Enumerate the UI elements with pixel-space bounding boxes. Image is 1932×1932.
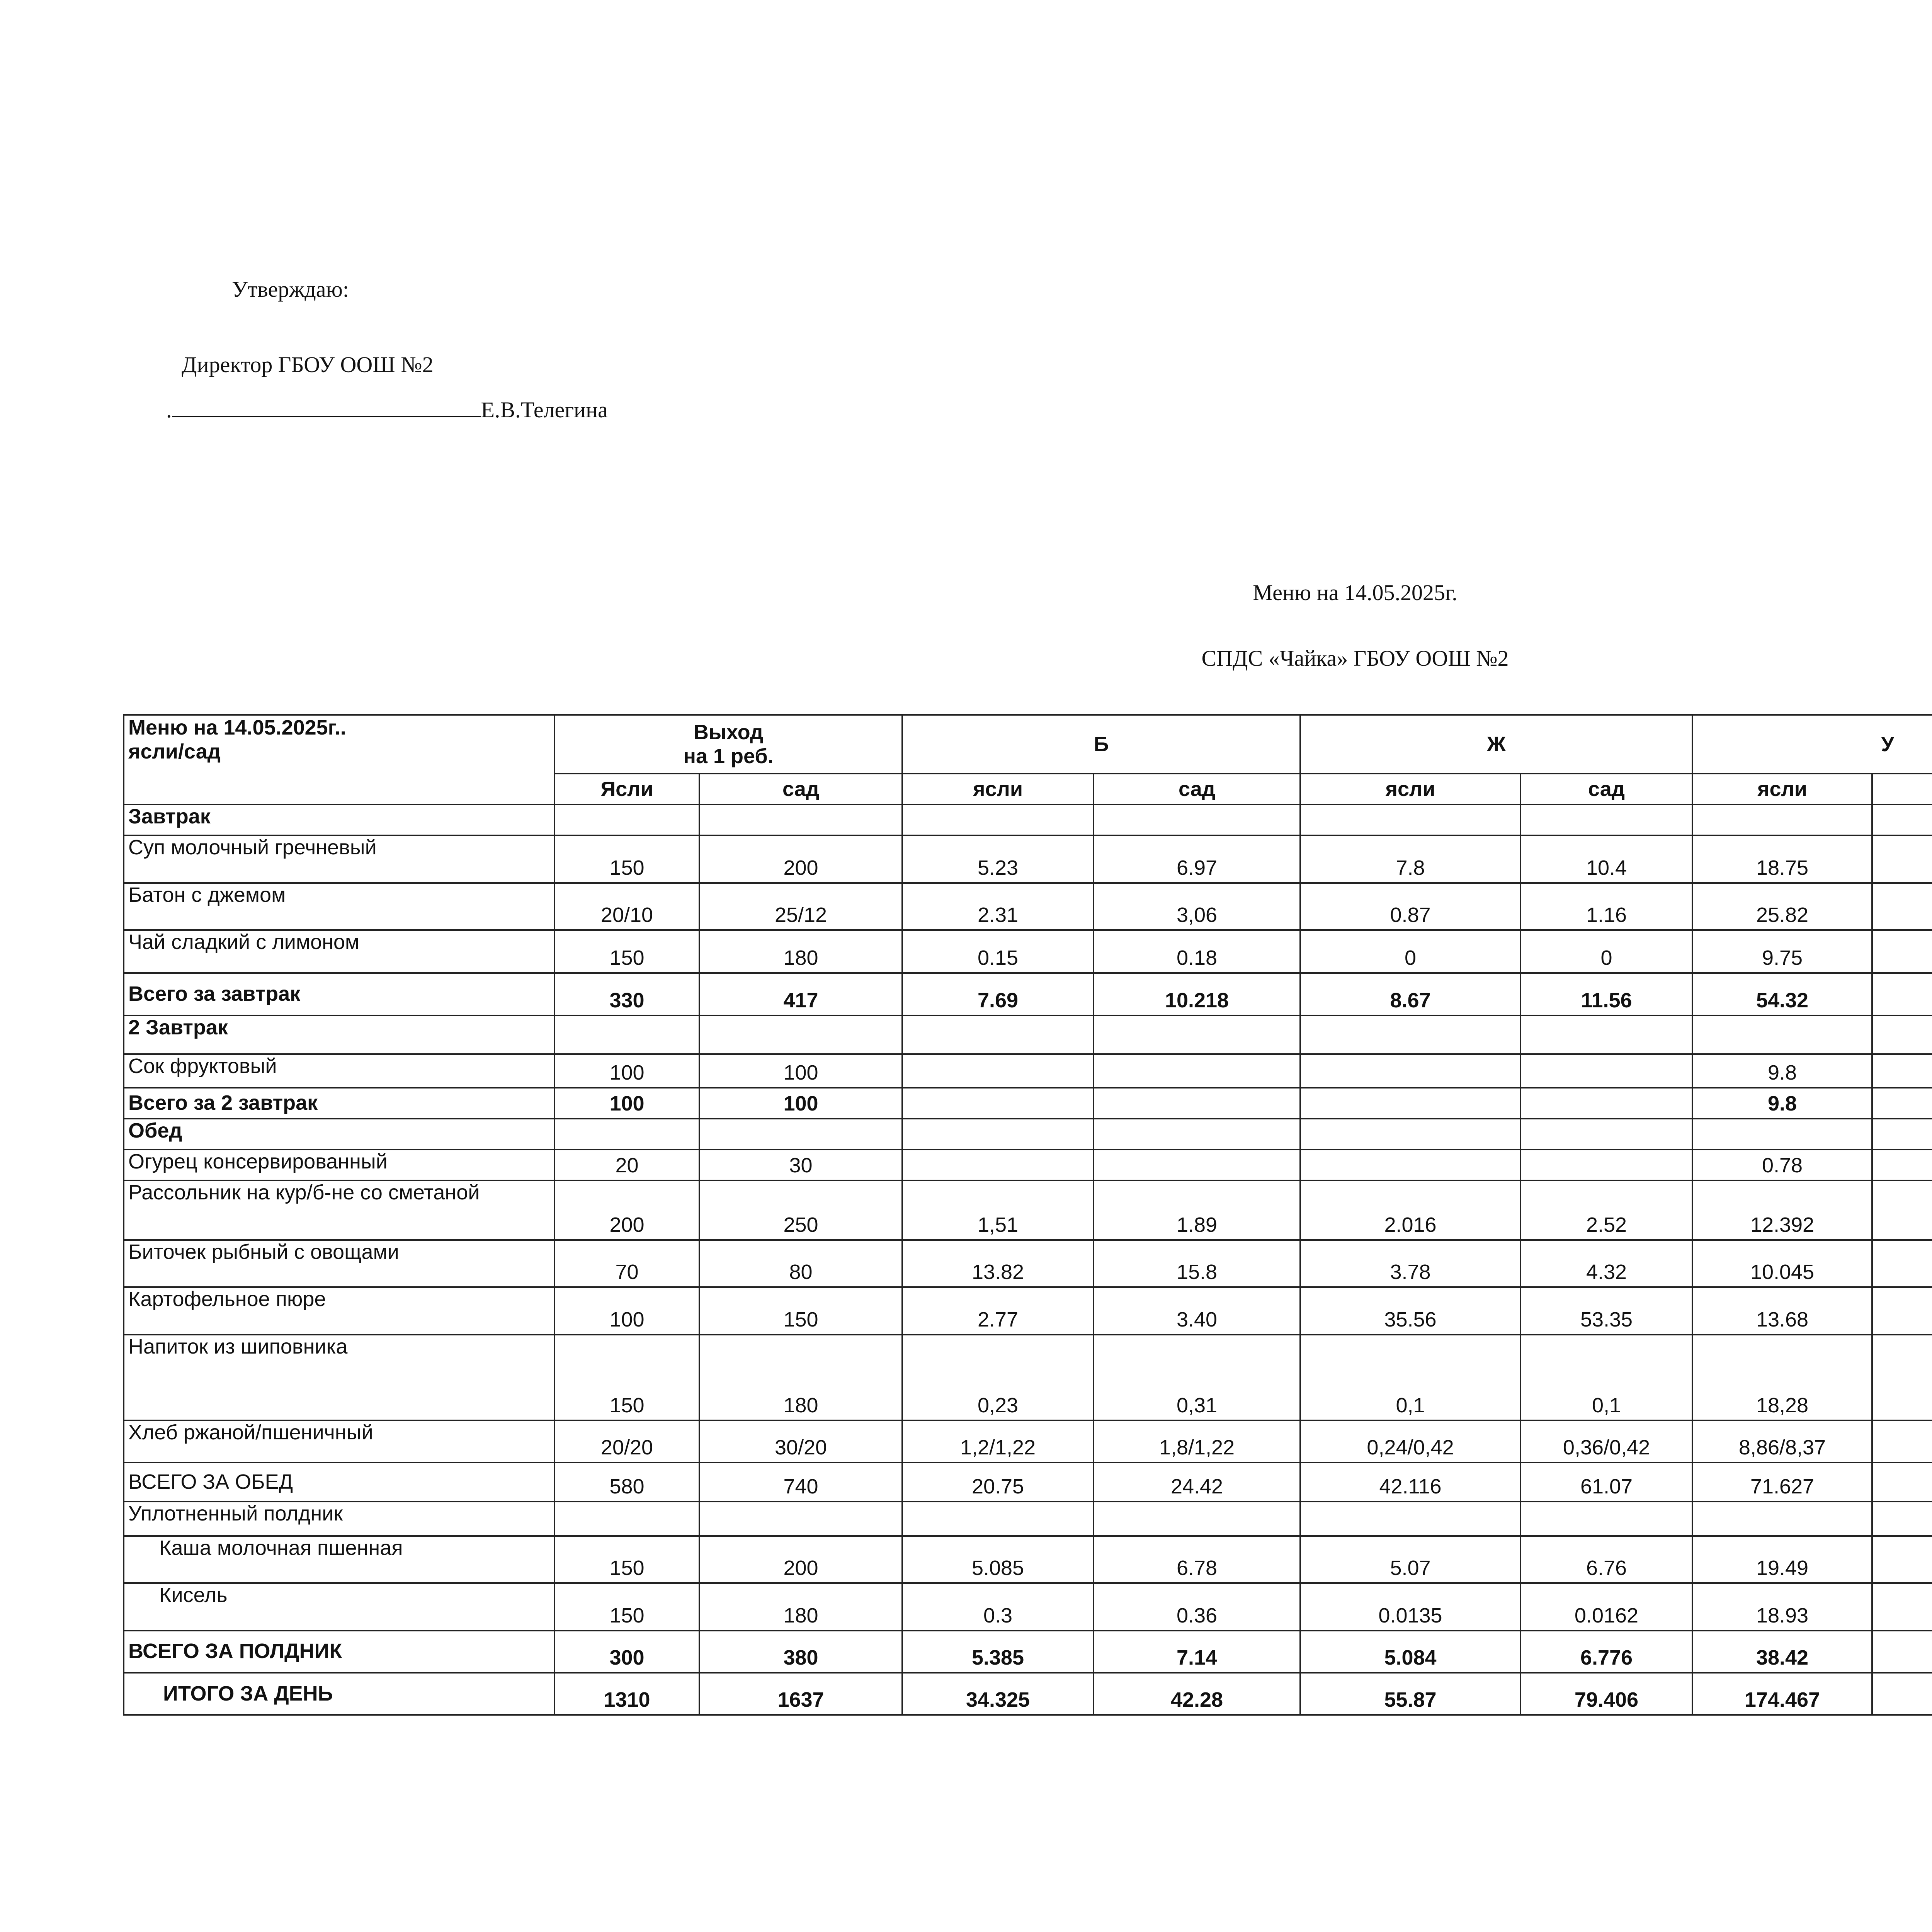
value-cell: 150 (554, 1583, 699, 1630)
value-cell: 13.68 (1692, 1287, 1872, 1334)
section-header-row (124, 1502, 1932, 1536)
value-cell: 42.28 (1094, 1673, 1300, 1715)
value-cell: 8,86/8,37 (1692, 1420, 1872, 1463)
table-row (124, 883, 1932, 930)
value-cell: 100 (554, 1088, 699, 1119)
value-cell: 9.75 (1692, 930, 1872, 973)
value-cell (1872, 1463, 1932, 1501)
signature-blank (172, 398, 481, 417)
value-cell: 10.218 (1094, 973, 1300, 1015)
director-name: Е.В.Телегина (481, 397, 608, 422)
value-cell: 5.23 (902, 835, 1094, 883)
value-cell (1872, 1673, 1932, 1715)
value-cell (699, 1119, 902, 1150)
value-cell: 25.82 (1692, 883, 1872, 930)
value-cell (1872, 1536, 1932, 1583)
value-cell: 2.31 (902, 883, 1094, 930)
institution-title: СПДС «Чайка» ГБОУ ООШ №2 (1201, 646, 1509, 671)
value-cell: 79.406 (1520, 1673, 1692, 1715)
menu-table (123, 714, 1932, 1716)
value-cell: 55.87 (1300, 1673, 1520, 1715)
value-cell (554, 1015, 699, 1054)
value-cell: 6.78 (1094, 1536, 1300, 1583)
table-row (124, 1583, 1932, 1630)
dish-name-cell: Кисель (124, 1583, 554, 1630)
value-cell: 34.325 (902, 1673, 1094, 1715)
value-cell (1872, 1119, 1932, 1150)
value-cell: 0,1 (1300, 1335, 1520, 1421)
value-cell: 1.89 (1094, 1180, 1300, 1240)
total-row (124, 1631, 1932, 1673)
value-cell (1520, 804, 1692, 835)
value-cell: 740 (699, 1463, 902, 1501)
value-cell: 7.14 (1094, 1631, 1300, 1673)
official-stamp-icon (1928, 182, 1932, 529)
value-cell (1872, 1631, 1932, 1673)
value-cell: 35.56 (1300, 1287, 1520, 1334)
value-cell: 417 (699, 973, 902, 1015)
value-cell (1300, 1502, 1520, 1536)
value-cell: 1,2/1,22 (902, 1420, 1094, 1463)
value-cell: 0.3 (902, 1583, 1094, 1630)
value-cell (902, 1502, 1094, 1536)
dish-name-cell: Завтрак (124, 804, 554, 835)
value-cell: 150 (699, 1287, 902, 1334)
director-prefix: . (166, 397, 172, 422)
value-cell (1094, 1015, 1300, 1054)
sub-header-cell: сад (699, 774, 902, 804)
value-cell: 180 (699, 1335, 902, 1421)
value-cell (1872, 804, 1932, 835)
value-cell: 0.18 (1094, 930, 1300, 973)
table-row (124, 1054, 1932, 1088)
dish-name-cell: Уплотненный полдник (124, 1502, 554, 1536)
dish-name-cell: Батон с джемом (124, 883, 554, 930)
value-cell (1872, 1180, 1932, 1240)
value-cell: 150 (554, 930, 699, 973)
sub-header-cell: ясли (902, 774, 1094, 804)
value-cell: 53.35 (1520, 1287, 1692, 1334)
value-cell: 0 (1300, 930, 1520, 973)
value-cell (902, 1054, 1094, 1088)
sub-header-cell: ясли (1692, 774, 1872, 804)
value-cell (1094, 1502, 1300, 1536)
value-cell: 100 (554, 1287, 699, 1334)
value-cell: 200 (554, 1180, 699, 1240)
value-cell: 150 (554, 1335, 699, 1421)
value-cell: 150 (554, 835, 699, 883)
value-cell: 0.36 (1094, 1583, 1300, 1630)
value-cell (1872, 1502, 1932, 1536)
value-cell: 380 (699, 1631, 902, 1673)
total-row (124, 1673, 1932, 1715)
value-cell: 42.116 (1300, 1463, 1520, 1501)
value-cell (1872, 973, 1932, 1015)
value-cell (1872, 930, 1932, 973)
dish-name-cell: Обед (124, 1119, 554, 1150)
table-row (124, 1240, 1932, 1287)
value-cell: 1,51 (902, 1180, 1094, 1240)
value-cell (1872, 1240, 1932, 1287)
value-cell: 6.76 (1520, 1536, 1692, 1583)
value-cell (1520, 1119, 1692, 1150)
dish-name-cell: Напиток из шиповника (124, 1335, 554, 1421)
dish-name-cell: Чай сладкий с лимоном (124, 930, 554, 973)
value-cell: 10.4 (1520, 835, 1692, 883)
table-row (124, 1335, 1932, 1421)
value-cell (1094, 1088, 1300, 1119)
value-cell: 1310 (554, 1673, 699, 1715)
dish-name-cell: Хлеб ржаной/пшеничный (124, 1420, 554, 1463)
value-cell: 5.084 (1300, 1631, 1520, 1673)
value-cell: 13.82 (902, 1240, 1094, 1287)
value-cell (1520, 1088, 1692, 1119)
value-cell: 70 (554, 1240, 699, 1287)
value-cell (1520, 1502, 1692, 1536)
value-cell: 2.77 (902, 1287, 1094, 1334)
value-cell (554, 1502, 699, 1536)
value-cell (1094, 1054, 1300, 1088)
value-cell (1094, 804, 1300, 835)
value-cell: 8.67 (1300, 973, 1520, 1015)
value-cell: 11.56 (1520, 973, 1692, 1015)
value-cell (1872, 835, 1932, 883)
corner-line-2: ясли/сад (128, 740, 221, 764)
value-cell (554, 1119, 699, 1150)
value-cell: 0,1 (1520, 1335, 1692, 1421)
value-cell: 54.32 (1692, 973, 1872, 1015)
value-cell: 0.87 (1300, 883, 1520, 930)
value-cell (1872, 1335, 1932, 1421)
value-cell: 3,06 (1094, 883, 1300, 930)
value-cell (1300, 1015, 1520, 1054)
value-cell: 180 (699, 930, 902, 973)
value-cell: 0,24/0,42 (1300, 1420, 1520, 1463)
total-row (124, 1088, 1932, 1119)
menu-title: Меню на 14.05.2025г. (1253, 580, 1458, 605)
value-cell (699, 804, 902, 835)
value-cell: 250 (699, 1180, 902, 1240)
value-cell: 18.93 (1692, 1583, 1872, 1630)
value-cell (1692, 1119, 1872, 1150)
value-cell (902, 1119, 1094, 1150)
value-cell: 24.42 (1094, 1463, 1300, 1501)
sub-header-cell: ясли (1300, 774, 1520, 804)
value-cell (902, 1088, 1094, 1119)
value-cell (1692, 1502, 1872, 1536)
value-cell: 1637 (699, 1673, 902, 1715)
dish-name-cell: ИТОГО ЗА ДЕНЬ (124, 1673, 554, 1715)
table-row (124, 1150, 1932, 1180)
value-cell: 0,36/0,42 (1520, 1420, 1692, 1463)
value-cell: 18.75 (1692, 835, 1872, 883)
value-cell: 300 (554, 1631, 699, 1673)
dish-name-cell: Суп молочный гречневый (124, 835, 554, 883)
section-header-row (124, 1015, 1932, 1054)
value-cell (1094, 1150, 1300, 1180)
director-title: Директор ГБОУ ООШ №2 (182, 352, 434, 377)
value-cell: 2.52 (1520, 1180, 1692, 1240)
value-cell: 0.0135 (1300, 1583, 1520, 1630)
value-cell: 20/20 (554, 1420, 699, 1463)
value-cell: 12.392 (1692, 1180, 1872, 1240)
dish-name-cell: Сок фруктовый (124, 1054, 554, 1088)
group-sublabel: на 1 реб. (683, 745, 774, 768)
value-cell: 4.32 (1520, 1240, 1692, 1287)
value-cell (1872, 1150, 1932, 1180)
value-cell (1872, 1015, 1932, 1054)
value-cell (1520, 1150, 1692, 1180)
dish-name-cell: Биточек рыбный с овощами (124, 1240, 554, 1287)
value-cell (1300, 1119, 1520, 1150)
dish-name-cell: ВСЕГО ЗА ОБЕД (124, 1463, 554, 1501)
value-cell: 19.49 (1692, 1536, 1872, 1583)
value-cell (902, 1015, 1094, 1054)
value-cell (1872, 1583, 1932, 1630)
value-cell: 6.776 (1520, 1631, 1692, 1673)
table-row (124, 1420, 1932, 1463)
value-cell: 9.8 (1692, 1054, 1872, 1088)
dish-name-cell: ВСЕГО ЗА ПОЛДНИК (124, 1631, 554, 1673)
dish-name-cell: Картофельное пюре (124, 1287, 554, 1334)
value-cell (1094, 1119, 1300, 1150)
value-cell (1520, 1015, 1692, 1054)
value-cell: 0.0162 (1520, 1583, 1692, 1630)
total-row (124, 1463, 1932, 1501)
value-cell: 71.627 (1692, 1463, 1872, 1501)
table-row (124, 1180, 1932, 1240)
value-cell (1300, 1088, 1520, 1119)
value-cell (1872, 1088, 1932, 1119)
column-group-output (554, 715, 902, 774)
value-cell: 30 (699, 1150, 902, 1180)
value-cell: 15.8 (1094, 1240, 1300, 1287)
value-cell: 30/20 (699, 1420, 902, 1463)
value-cell: 150 (554, 1536, 699, 1583)
value-cell: 580 (554, 1463, 699, 1501)
sub-header-cell: сад (1094, 774, 1300, 804)
value-cell (1300, 1150, 1520, 1180)
value-cell: 0.78 (1692, 1150, 1872, 1180)
value-cell: 100 (699, 1054, 902, 1088)
value-cell (1872, 1287, 1932, 1334)
value-cell: 0.15 (902, 930, 1094, 973)
value-cell: 7.8 (1300, 835, 1520, 883)
value-cell (1300, 1054, 1520, 1088)
value-cell: 5.385 (902, 1631, 1094, 1673)
value-cell: 20/10 (554, 883, 699, 930)
column-group-carbs: У (1692, 715, 1932, 774)
value-cell: 0,31 (1094, 1335, 1300, 1421)
column-group-protein: Б (902, 715, 1300, 774)
director-signature-line (166, 398, 608, 421)
value-cell: 5.07 (1300, 1536, 1520, 1583)
group-label: Выход (693, 721, 764, 744)
value-cell (1520, 1054, 1692, 1088)
corner-line-1: Меню на 14.05.2025г.. (128, 716, 346, 739)
value-cell (699, 1015, 902, 1054)
dish-name-cell: Всего за завтрак (124, 973, 554, 1015)
value-cell (1300, 804, 1520, 835)
value-cell: 25/12 (699, 883, 902, 930)
value-cell: 10.045 (1692, 1240, 1872, 1287)
value-cell: 20 (554, 1150, 699, 1180)
value-cell (1872, 883, 1932, 930)
value-cell: 100 (554, 1054, 699, 1088)
value-cell (1692, 804, 1872, 835)
value-cell: 1.16 (1520, 883, 1692, 930)
section-header-row (124, 1119, 1932, 1150)
value-cell: 38.42 (1692, 1631, 1872, 1673)
value-cell: 180 (699, 1583, 902, 1630)
value-cell: 20.75 (902, 1463, 1094, 1501)
value-cell (699, 1502, 902, 1536)
dish-name-cell: Огурец консервированный (124, 1150, 554, 1180)
value-cell: 174.467 (1692, 1673, 1872, 1715)
value-cell: 0 (1520, 930, 1692, 973)
value-cell (1872, 1054, 1932, 1088)
section-header-row (124, 804, 1932, 835)
value-cell: 3.78 (1300, 1240, 1520, 1287)
value-cell: 9.8 (1692, 1088, 1872, 1119)
sub-header-cell: Ясли (554, 774, 699, 804)
dish-name-cell: 2 Завтрак (124, 1015, 554, 1054)
dish-name-cell: Каша молочная пшенная (124, 1536, 554, 1583)
table-row (124, 930, 1932, 973)
total-row (124, 973, 1932, 1015)
value-cell: 61.07 (1520, 1463, 1692, 1501)
value-cell: 100 (699, 1088, 902, 1119)
table-row (124, 1536, 1932, 1583)
value-cell: 330 (554, 973, 699, 1015)
value-cell: 3.40 (1094, 1287, 1300, 1334)
value-cell (554, 804, 699, 835)
value-cell: 200 (699, 1536, 902, 1583)
value-cell (1872, 1420, 1932, 1463)
table-corner-header (124, 715, 554, 804)
value-cell: 1,8/1,22 (1094, 1420, 1300, 1463)
dish-name-cell: Рассольник на кур/б-не со сметаной (124, 1180, 554, 1240)
approval-label: Утверждаю: (232, 277, 349, 302)
sub-header-cell: сад (1520, 774, 1692, 804)
value-cell (902, 1150, 1094, 1180)
sub-header-cell (1872, 774, 1932, 804)
column-group-fat: Ж (1300, 715, 1692, 774)
value-cell: 6.97 (1094, 835, 1300, 883)
value-cell: 0,23 (902, 1335, 1094, 1421)
value-cell: 18,28 (1692, 1335, 1872, 1421)
value-cell: 80 (699, 1240, 902, 1287)
table-row (124, 835, 1932, 883)
value-cell (1692, 1015, 1872, 1054)
value-cell (902, 804, 1094, 835)
value-cell: 7.69 (902, 973, 1094, 1015)
value-cell: 5.085 (902, 1536, 1094, 1583)
table-row (124, 1287, 1932, 1334)
dish-name-cell: Всего за 2 завтрак (124, 1088, 554, 1119)
value-cell: 2.016 (1300, 1180, 1520, 1240)
value-cell: 200 (699, 835, 902, 883)
